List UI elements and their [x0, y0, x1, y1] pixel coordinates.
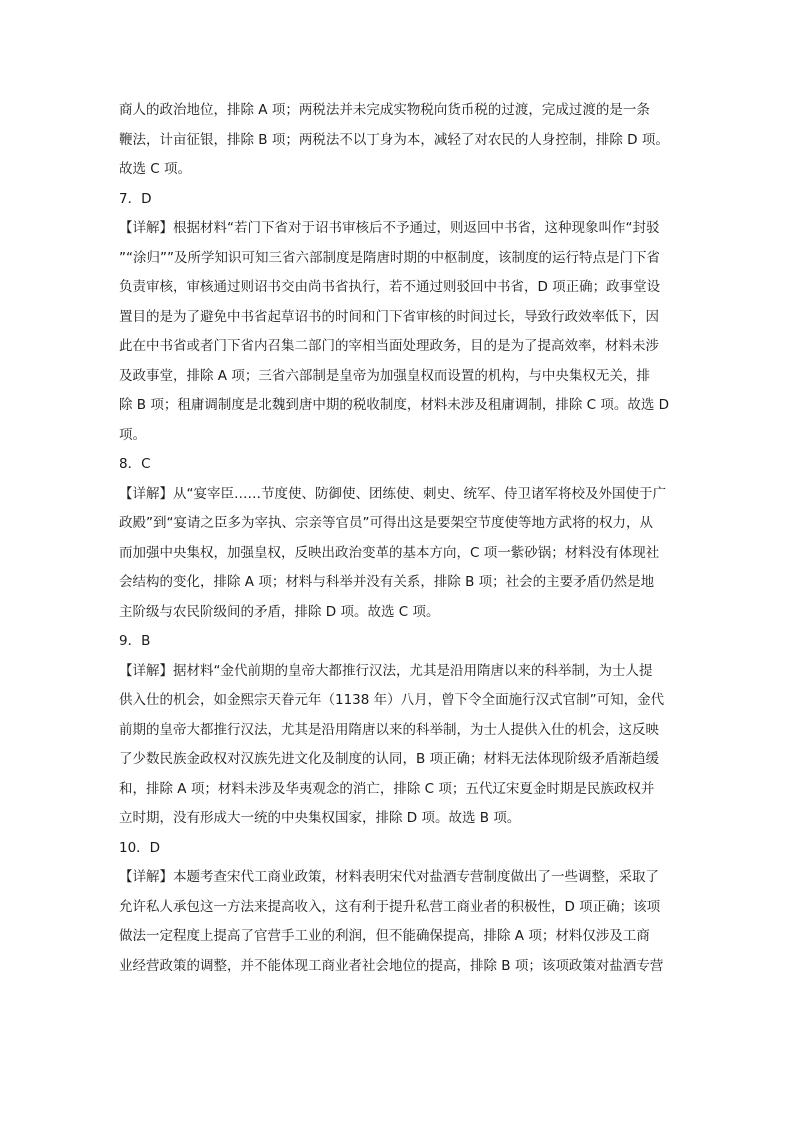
text-line: ”“涂归””及所学知识可知三省六部制度是隋唐时期的中枢制度，该制度的运行特点是门下省 — [119, 249, 660, 266]
explanation-paragraph — [119, 214, 685, 450]
answer-line: 9．B — [119, 633, 151, 649]
text-line: 而加强中央集权，加强皇权，反映出政治变革的基本方向，C 项一紫砂锅；材料没有体现社 — [119, 544, 660, 561]
answer-line: 8．C — [119, 456, 151, 472]
text-line: 业经营政策的调整，并不能体现工商业者社会地位的提高，排除 B 项；该项政策对盐酒专营 — [119, 957, 664, 974]
text-line: 项。 — [119, 426, 146, 443]
text-line: 鞭法，计亩征银，排除 B 项；两税法不以丁身为本，减轻了对农民的人身控制，排除 D 项。 — [119, 131, 669, 148]
text-line: 政殿”到“宴请之臣多为宰执、宗亲等官员”可得出这是要架空节度使等地方武将的权力，从 — [119, 515, 653, 531]
answer-line: 7．D — [119, 190, 152, 207]
explanation-paragraph — [119, 863, 685, 981]
answer-line: 10．D — [119, 839, 161, 856]
text-line: 主阶级与农民阶级间的矛盾，排除 D 项。故选 C 项。 — [119, 603, 440, 620]
text-line: 了少数民族金政权对汉族先进文化及制度的认同，B 项正确；材料无法体现阶级矛盾渐趋缓 — [119, 751, 660, 767]
text-line: 前期的皇帝大都推行汉法，尤其是沿用隋唐以来的科举制，为士人提供入仕的机会，这反映 — [119, 721, 659, 738]
answer-key — [119, 627, 685, 657]
answer-key — [119, 450, 685, 480]
text-line: 负责审核，审核通过则诏书交由尚书省执行，若不通过则驳回中书省，D 项正确；政事堂设 — [119, 279, 661, 295]
text-line: 置目的是为了避免中书省起草诏书的时间和门下省审核的时间过长，导致行政效率低下，因 — [119, 308, 659, 325]
explanation-paragraph — [119, 657, 685, 834]
text-line: 做法一定程度上提高了官营手工业的利润，但不能确保提高，排除 A 项；材料仅涉及工商 — [119, 928, 650, 944]
text-line: 【详解】本题考查宋代工商业政策，材料表明宋代对盐酒专营制度做出了一些调整，采取了 — [119, 869, 659, 885]
text-line: 供入仕的机会，如金熙宗天眷元年（1138 年）八月，曾下令全面施行汉式官制”可知，金代 — [119, 692, 665, 708]
text-line: 允许私人承包这一方法来提高收入，这有利于提升私营工商业者的积极性，D 项正确；该项 — [119, 898, 661, 915]
text-line: 商人的政治地位，排除 A 项；两税法并未完成实物税向货币税的过渡，完成过渡的是一条 — [119, 102, 650, 118]
answer-key — [119, 834, 685, 864]
document-body — [119, 96, 685, 981]
explanation-paragraph — [119, 96, 685, 185]
text-line: 及政事堂，排除 A 项；三省六部制是皇帝为加强皇权而设置的机构，与中央集权无关，排 — [119, 367, 650, 384]
text-line: 除 B 项；租庸调制度是北魏到唐中期的税收制度，材料未涉及租庸调制，排除 C 项。故选 D — [119, 397, 670, 413]
text-line: 【详解】根据材料“若门下省对于诏书审核后不予通过，则返回中书省，这种现象叫作“封驳 — [119, 220, 660, 236]
text-line: 【详解】据材料“金代前期的皇帝大都推行汉法，尤其是沿用隋唐以来的科举制，为士人提 — [119, 662, 653, 679]
answer-key — [119, 185, 685, 215]
text-line: 立时期，没有形成大一统的中央集权国家，排除 D 项。故选 B 项。 — [119, 810, 521, 826]
text-line: 【详解】从“宴宰臣……节度使、防御使、团练使、刺史、统军、侍卫诸军将校及外国使于广 — [119, 485, 666, 502]
explanation-paragraph — [119, 480, 685, 628]
text-line: 故选 C 项。 — [119, 161, 192, 177]
text-line: 和，排除 A 项；材料未涉及华夷观念的消亡，排除 C 项；五代辽宋夏金时期是民族政权并 — [119, 780, 655, 797]
text-line: 会结构的变化，排除 A 项；材料与科举并没有关系，排除 B 项；社会的主要矛盾仍然是地 — [119, 574, 655, 590]
text-line: 此在中书省或者门下省内召集二部门的宰相当面处理政务，目的是为了提高效率，材料未涉 — [119, 338, 659, 354]
